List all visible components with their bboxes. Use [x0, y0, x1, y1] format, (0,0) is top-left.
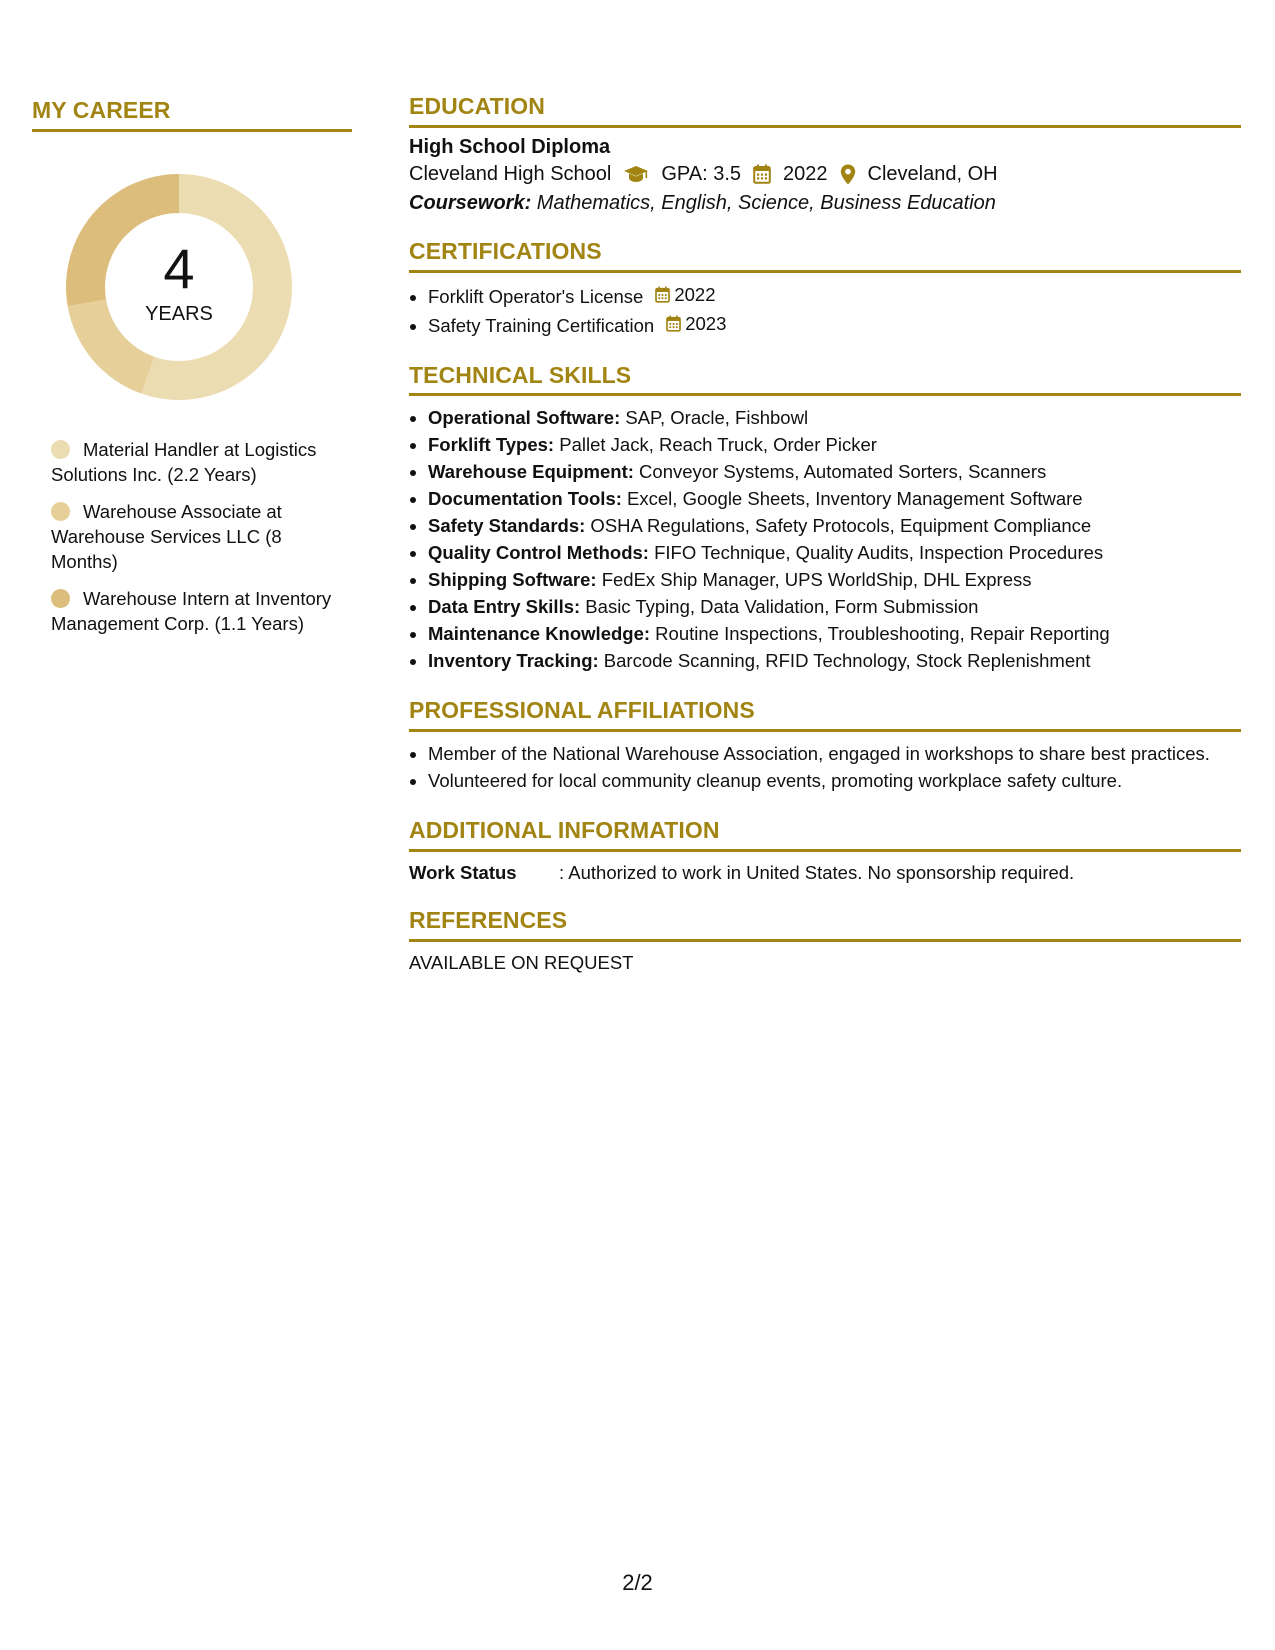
skill-value: FIFO Technique, Quality Audits, Inspection Procedures [648, 542, 1104, 564]
legend-item [51, 586, 352, 636]
education-school: Cleveland High School [409, 162, 612, 185]
skill-label: Maintenance Knowledge: [428, 623, 651, 645]
certifications-list [409, 281, 1241, 339]
certification-date [666, 310, 726, 337]
skill-value: Barcode Scanning, RFID Technology, Stock Replenishment [598, 650, 1091, 672]
graduation-cap-icon [623, 165, 649, 183]
map-marker-icon [840, 164, 856, 185]
legend-dot [51, 502, 70, 521]
coursework-text: Mathematics, English, Science, Business Education [531, 191, 996, 214]
skill-value: Routine Inspections, Troubleshooting, Repair Reporting [650, 623, 1110, 645]
certification-date [655, 281, 715, 308]
skill-label: Operational Software: [428, 407, 621, 429]
legend-label: Material Handler at Logistics Solutions Inc. (2.2 Years) [51, 438, 317, 485]
skill-label: Shipping Software: [428, 569, 597, 591]
skill-value: Excel, Google Sheets, Inventory Management Software [621, 488, 1083, 510]
references-title: REFERENCES [409, 906, 1241, 942]
skill-label: Documentation Tools: [428, 488, 622, 510]
skill-label: Inventory Tracking: [428, 650, 599, 672]
donut-center [64, 172, 294, 402]
skill-value: FedEx Ship Manager, UPS WorldShip, DHL Express [596, 569, 1032, 591]
education-coursework [409, 192, 1241, 215]
certification-name: Forklift Operator's License [428, 285, 644, 307]
skill-item [428, 458, 1241, 485]
skill-item [428, 593, 1241, 620]
skill-label: Safety Standards: [428, 515, 586, 537]
skill-item [428, 485, 1241, 512]
education-gpa: GPA: 3.5 [661, 162, 742, 185]
education-location: Cleveland, OH [867, 162, 998, 185]
skill-value: SAP, Oracle, Fishbowl [620, 407, 809, 429]
legend-label: Warehouse Associate at Warehouse Services LLC (8 Months) [51, 500, 282, 572]
affiliation-item: • Member of the National Warehouse Association, engaged in workshops to share best practices. [428, 740, 1241, 767]
affiliations-list [409, 740, 1241, 794]
calendar-icon [655, 286, 670, 303]
total-years-number: 4 [163, 237, 195, 301]
page-number: 2/2 [622, 1570, 653, 1595]
career-donut-chart [64, 172, 294, 402]
calendar-icon [666, 315, 681, 332]
technical-skills-title: TECHNICAL SKILLS [409, 361, 1241, 397]
career-column [32, 92, 352, 648]
skill-item [428, 431, 1241, 458]
main-column [409, 92, 1241, 974]
certifications-title: CERTIFICATIONS [409, 237, 1241, 273]
technical-skills-list [409, 404, 1241, 674]
legend-item [51, 499, 352, 574]
certification-year: 2023 [685, 312, 727, 334]
career-legend [32, 437, 352, 636]
certification-item [428, 310, 1241, 339]
education-year: 2022 [783, 162, 828, 185]
legend-dot [51, 440, 70, 459]
skill-item [428, 404, 1241, 431]
work-status-value: : Authorized to work in United States. No sponsorship required. [559, 861, 1075, 883]
skill-label: Warehouse Equipment: [428, 461, 634, 483]
total-years-unit: YEARS [145, 303, 213, 326]
skill-item [428, 620, 1241, 647]
work-status-label: Work Status [409, 861, 517, 883]
additional-info-title: ADDITIONAL INFORMATION [409, 816, 1241, 852]
skill-value: Conveyor Systems, Automated Sorters, Scanners [633, 461, 1047, 483]
calendar-icon [753, 164, 771, 184]
skill-label: Forklift Types: [428, 434, 555, 456]
certification-year: 2022 [674, 283, 716, 305]
skill-label: Data Entry Skills: [428, 596, 581, 618]
skill-item [428, 539, 1241, 566]
legend-item [51, 437, 352, 487]
work-status-row [409, 862, 1241, 884]
legend-dot [51, 589, 70, 608]
education-details [409, 163, 1241, 186]
coursework-label: Coursework: [409, 191, 532, 214]
career-title: MY CAREER [32, 92, 352, 132]
affiliation-item: • Volunteered for local community cleanup events, promoting workplace safety culture. [428, 767, 1241, 794]
education-title: EDUCATION [409, 92, 1241, 128]
affiliations-title: PROFESSIONAL AFFILIATIONS [409, 696, 1241, 732]
skill-item [428, 512, 1241, 539]
skill-value: OSHA Regulations, Safety Protocols, Equipment Compliance [585, 515, 1092, 537]
skill-item [428, 566, 1241, 593]
legend-label: Warehouse Intern at Inventory Management Corp. (1.1 Years) [51, 587, 332, 634]
skill-label: Quality Control Methods: [428, 542, 649, 564]
skill-value: Basic Typing, Data Validation, Form Submission [580, 596, 979, 618]
skill-value: Pallet Jack, Reach Truck, Order Picker [554, 434, 877, 456]
certification-item [428, 281, 1241, 310]
references-text: AVAILABLE ON REQUEST [409, 951, 634, 973]
certification-name: Safety Training Certification [428, 314, 655, 336]
education-degree: High School Diploma [409, 135, 611, 158]
skill-item [428, 647, 1241, 674]
